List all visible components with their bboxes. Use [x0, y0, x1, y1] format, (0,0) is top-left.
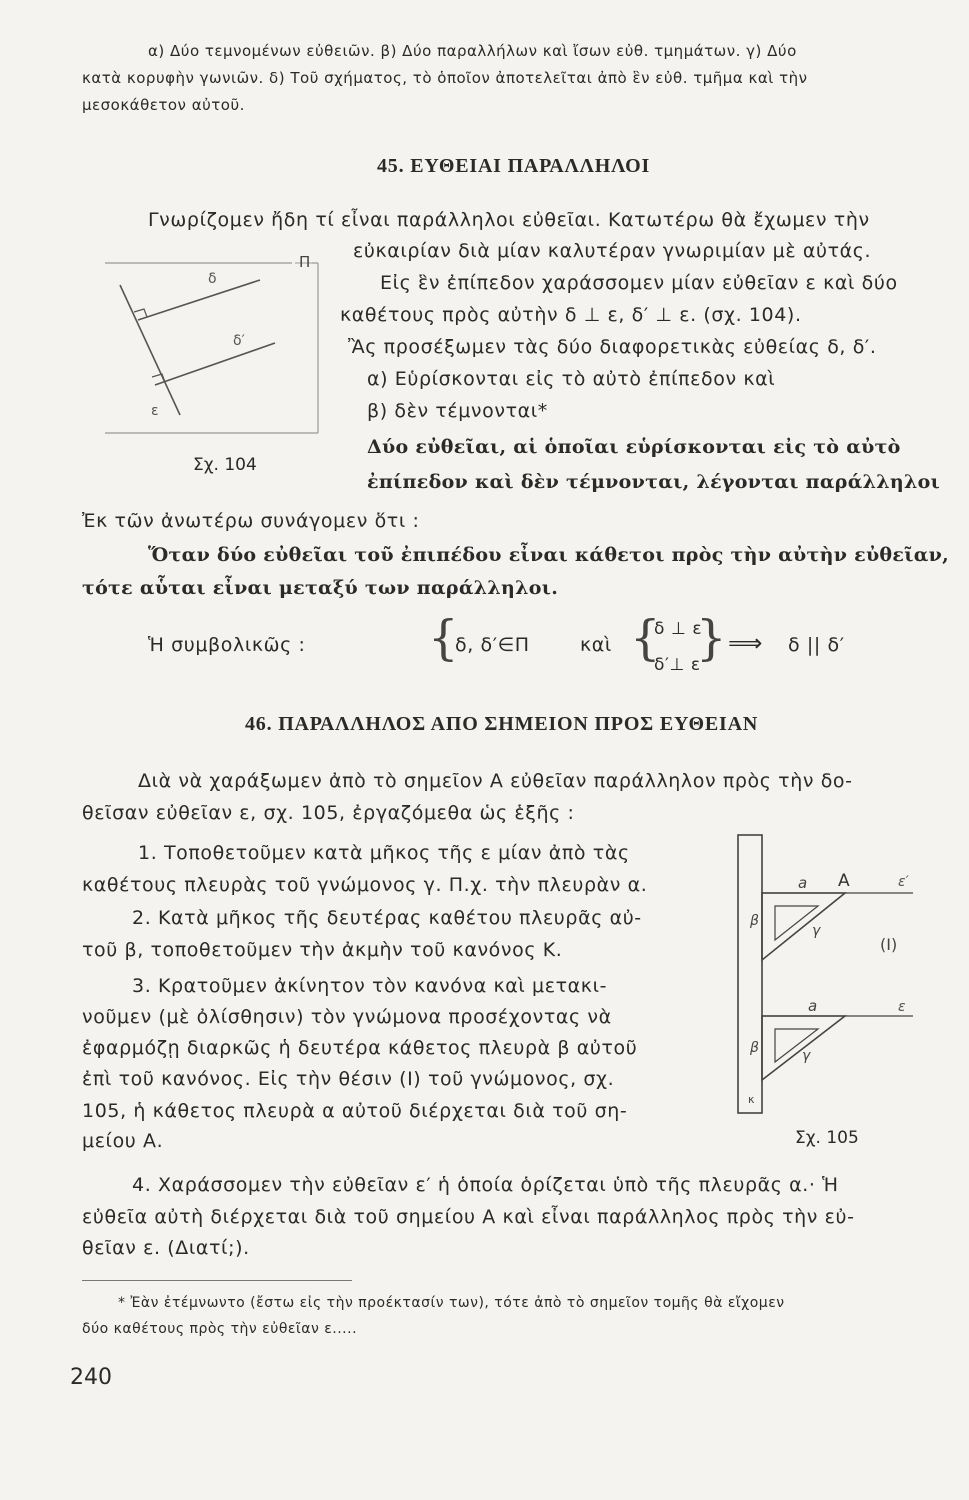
symbolic-result: δ || δ′	[788, 634, 845, 656]
step-3-line-f: μείου Α.	[82, 1130, 164, 1152]
figure-104-plane-label: Π	[299, 253, 311, 271]
step-3-line-d: ἐπὶ τοῦ κανόνος. Εἰς τὴν θέσιν (Ι) τοῦ γνώμονος, σχ.	[82, 1068, 615, 1090]
page-number: 240	[70, 1365, 112, 1390]
symbolic-left-term: δ, δ′∈Π	[455, 634, 530, 656]
figure-105-side-b-bottom: β	[750, 1040, 759, 1056]
figure-105	[735, 830, 915, 1120]
theorem-line-2: τότε αὗται εἶναι μεταξύ των παράλληλοι.	[82, 577, 559, 599]
top-paragraph-line-3: μεσοκάθετον αὐτοῦ.	[82, 96, 245, 114]
step-2-line-b: τοῦ β, τοποθετοῦμεν τὴν ἀκμὴν τοῦ κανόνος Κ.	[82, 939, 563, 961]
step-4-line-b: εὐθεῖα αὐτὴ διέρχεται διὰ τοῦ σημείου Α καὶ εἶναι παράλληλος πρὸς τὴν εὐ-	[82, 1206, 855, 1228]
footnote-divider	[82, 1280, 352, 1281]
section-45-item-a: α) Εὑρίσκονται εἰς τὸ αὐτὸ ἐπίπεδον καὶ	[367, 368, 776, 390]
section-46-intro-1: Διὰ νὰ χαράξωμεν ἀπὸ τὸ σημεῖον Α εὐθεῖαν παράλληλον πρὸς τὴν δο-	[138, 770, 853, 792]
figure-105-side-a-bottom: a	[808, 997, 818, 1015]
step-3-line-a: 3. Κρατοῦμεν ἀκίνητον τὸν κανόνα καὶ μετακι-	[132, 975, 608, 997]
step-3-line-b: νοῦμεν (μὲ ὀλίσθησιν) τὸν γνώμονα προσέχοντας νὰ	[82, 1006, 612, 1028]
definition-line-1: Δύο εὐθεῖαι, αἱ ὁποῖαι εὑρίσκονται εἰς τὸ αὐτὸ	[367, 436, 901, 458]
theorem-line-1: Ὅταν δύο εὐθεῖαι τοῦ ἐπιπέδου εἶναι κάθετοι πρὸς τὴν αὐτὴν εὐθεῖαν,	[148, 544, 950, 566]
section-45-paragraph-2a: Εἰς ἓν ἐπίπεδον χαράσσομεν μίαν εὐθεῖαν ε καὶ δύο	[380, 272, 898, 294]
footnote-line-2: δύο καθέτους πρὸς τὴν εὐθεῖαν ε.....	[82, 1321, 358, 1337]
figure-104-drawing	[100, 245, 340, 445]
top-paragraph-line-1: α) Δύο τεμνομένων εὐθειῶν. β) Δύο παραλλήλων καὶ ἴσων εὐθ. τμημάτων. γ) Δύο	[148, 42, 797, 60]
figure-104-caption: Σχ. 104	[193, 455, 257, 475]
figure-105-line-e: ε	[898, 999, 906, 1015]
figure-105-square-g-top: γ	[812, 923, 821, 939]
step-2-line-a: 2. Κατὰ μῆκος τῆς δευτέρας καθέτου πλευρᾶς αὐ-	[132, 907, 642, 929]
section-45-paragraph-3: Ἂς προσέξωμεν τὰς δύο διαφορετικὰς εὐθείας δ, δ′.	[348, 336, 877, 358]
section-46-heading: 46. ΠΑΡΑΛΛΗΛΟΣ ΑΠΟ ΣΗΜΕΙΟΝ ΠΡΟΣ ΕΥΘΕΙΑΝ	[245, 713, 759, 735]
symbolic-and: καὶ	[580, 634, 612, 656]
figure-105-caption: Σχ. 105	[795, 1128, 859, 1148]
conclusion-intro: Ἐκ τῶν ἀνωτέρω συνάγομεν ὅτι :	[82, 510, 420, 532]
section-45-heading: 45. ΕΥΘΕΙΑΙ ΠΑΡΑΛΛΗΛΟΙ	[377, 155, 651, 177]
figure-105-line-e-prime: ε′	[898, 874, 909, 890]
section-45-intro-2: εὐκαιρίαν διὰ μίαν καλυτέραν γνωριμίαν μὲ αὐτάς.	[353, 240, 872, 262]
figure-105-ruler-K: κ	[748, 1093, 755, 1106]
definition-line-2: ἐπίπεδον καὶ δὲν τέμνονται, λέγονται παράλληλοι	[367, 471, 941, 493]
step-3-line-e: 105, ἡ κάθετος πλευρὰ α αὐτοῦ διέρχεται διὰ τοῦ ση-	[82, 1100, 628, 1122]
footnote-line-1: * Ἐὰν ἐτέμνωντο (ἔστω εἰς τὴν προέκτασίν των), τότε ἀπὸ τὸ σημεῖον τομῆς θὰ εἴχομεν	[118, 1295, 785, 1311]
left-brace: {	[428, 610, 459, 666]
figure-105-side-b-top: β	[750, 913, 759, 929]
step-4-line-c: θεῖαν ε. (Διατί;).	[82, 1237, 250, 1259]
figure-104-line-e-label: ε	[151, 403, 159, 419]
figure-104-line-d2-label: δ′	[233, 333, 245, 349]
figure-105-position-I: (Ι)	[880, 935, 898, 954]
step-1-line-a: 1. Τοποθετοῦμεν κατὰ μῆκος τῆς ε μίαν ἀπὸ τὰς	[138, 842, 630, 864]
step-1-line-b: καθέτους πλευρὰς τοῦ γνώμονος γ. Π.χ. τὴν πλευρὰν α.	[82, 874, 648, 896]
symbolic-condition-1: δ ⊥ ε	[654, 619, 703, 639]
symbolic-label: Ἡ συμβολικῶς :	[148, 634, 306, 656]
implies-arrow: ⟹	[728, 629, 764, 657]
figure-105-side-a-top: a	[798, 874, 808, 892]
figure-104-line-d-label: δ	[208, 271, 217, 287]
section-45-intro-1: Γνωρίζομεν ἤδη τί εἶναι παράλληλοι εὐθεῖαι. Κατωτέρω θὰ ἔχωμεν τὴν	[148, 209, 870, 231]
figure-105-square-g-bottom: γ	[802, 1048, 811, 1064]
step-3-line-c: ἐφαρμόζῃ διαρκῶς ἡ δευτέρα κάθετος πλευρὰ β αὐτοῦ	[82, 1037, 638, 1059]
step-4-line-a: 4. Χαράσσομεν τὴν εὐθεῖαν ε′ ἡ ὁποία ὁρίζεται ὑπὸ τῆς πλευρᾶς α.· Ἡ	[132, 1174, 839, 1196]
figure-104	[100, 245, 340, 445]
inner-brace: {	[630, 610, 661, 666]
right-brace: }	[696, 610, 727, 666]
symbolic-condition-2: δ′⊥ ε	[654, 655, 701, 675]
figure-105-point-A: Α	[838, 871, 850, 891]
figure-105-drawing	[735, 830, 915, 1120]
top-paragraph-line-2: κατὰ κορυφὴν γωνιῶν. δ) Τοῦ σχήματος, τὸ ὁποῖον ἀποτελεῖται ἀπὸ ἓν εὐθ. τμῆμα καὶ τὴν	[82, 69, 808, 87]
section-45-item-b: β) δὲν τέμνονται*	[367, 400, 548, 422]
section-46-intro-2: θεῖσαν εὐθεῖαν ε, σχ. 105, ἐργαζόμεθα ὡς ἑξῆς :	[82, 802, 575, 824]
section-45-paragraph-2b: καθέτους πρὸς αὐτὴν δ ⊥ ε, δ′ ⊥ ε. (σχ. 104).	[340, 304, 802, 326]
